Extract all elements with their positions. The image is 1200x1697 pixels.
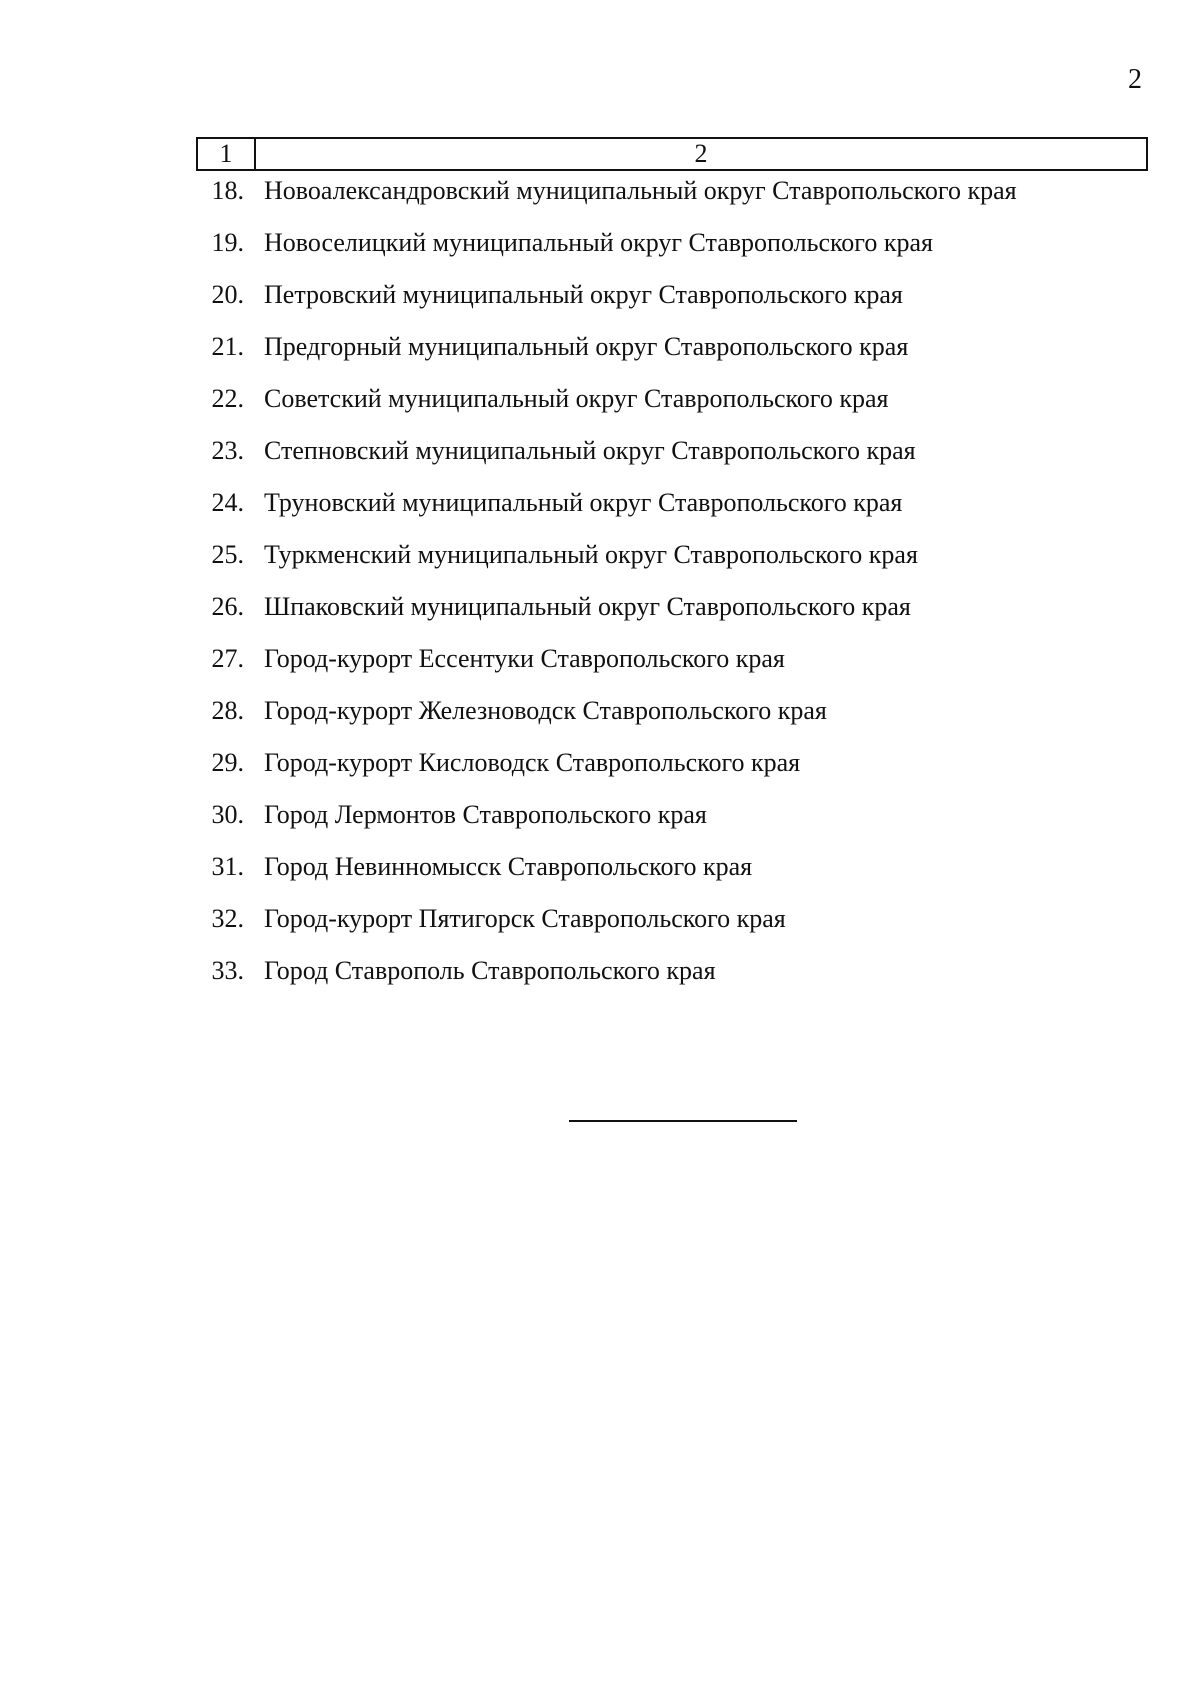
list-item-text: Шпаковский муниципальный округ Ставропольского края	[264, 592, 911, 621]
page-number: 2	[1128, 64, 1142, 95]
list-item-number: 26.	[211, 592, 244, 621]
list-item-text: Город Невинномысск Ставропольского края	[264, 852, 753, 881]
list-item-text: Туркменский муниципальный округ Ставропольского края	[264, 540, 918, 569]
list-item-text: Город-курорт Ессентуки Ставропольского края	[264, 644, 785, 673]
list-item-text: Предгорный муниципальный округ Ставропольского края	[264, 332, 909, 361]
list-item-number: 18.	[211, 176, 244, 205]
list-item-number: 33.	[211, 956, 244, 985]
list-item-number: 23.	[211, 436, 244, 465]
list-item-number: 28.	[211, 696, 244, 725]
list-item-text: Город-курорт Пятигорск Ставропольского края	[264, 904, 786, 933]
list-item-text: Труновский муниципальный округ Ставропольского края	[264, 488, 903, 517]
list-item-number: 29.	[211, 748, 244, 777]
list-item-number: 32.	[211, 904, 244, 933]
list-item-text: Город Лермонтов Ставропольского края	[264, 800, 707, 829]
table-header-col-1: 1	[198, 139, 256, 169]
list-item-number: 20.	[211, 280, 244, 309]
list-item-number: 30.	[211, 800, 244, 829]
list-item-number: 27.	[211, 644, 244, 673]
list-item-number: 19.	[211, 228, 244, 257]
list-item-text: Советский муниципальный округ Ставропольского края	[264, 384, 889, 413]
list-item-number: 21.	[211, 332, 244, 361]
list-item-text: Новоселицкий муниципальный округ Ставропольского края	[264, 228, 933, 257]
list-item-text: Степновский муниципальный округ Ставропольского края	[264, 436, 916, 465]
list-item-number: 25.	[211, 540, 244, 569]
list-item-number: 31.	[211, 852, 244, 881]
list-item-text: Петровский муниципальный округ Ставропольского края	[264, 280, 903, 309]
list-item-text: Город-курорт Кисловодск Ставропольского края	[264, 748, 801, 777]
list-item-number: 22.	[211, 384, 244, 413]
list-item-number: 24.	[211, 488, 244, 517]
list-item-text: Город-курорт Железноводск Ставропольского края	[264, 696, 827, 725]
list-item-text: Новоалександровский муниципальный округ Ставропольского края	[264, 176, 1017, 205]
table-header	[196, 137, 1148, 171]
table-header-col-2: 2	[694, 139, 708, 168]
list-item-text: Город Ставрополь Ставропольского края	[264, 956, 716, 985]
end-divider-line	[569, 1120, 797, 1122]
